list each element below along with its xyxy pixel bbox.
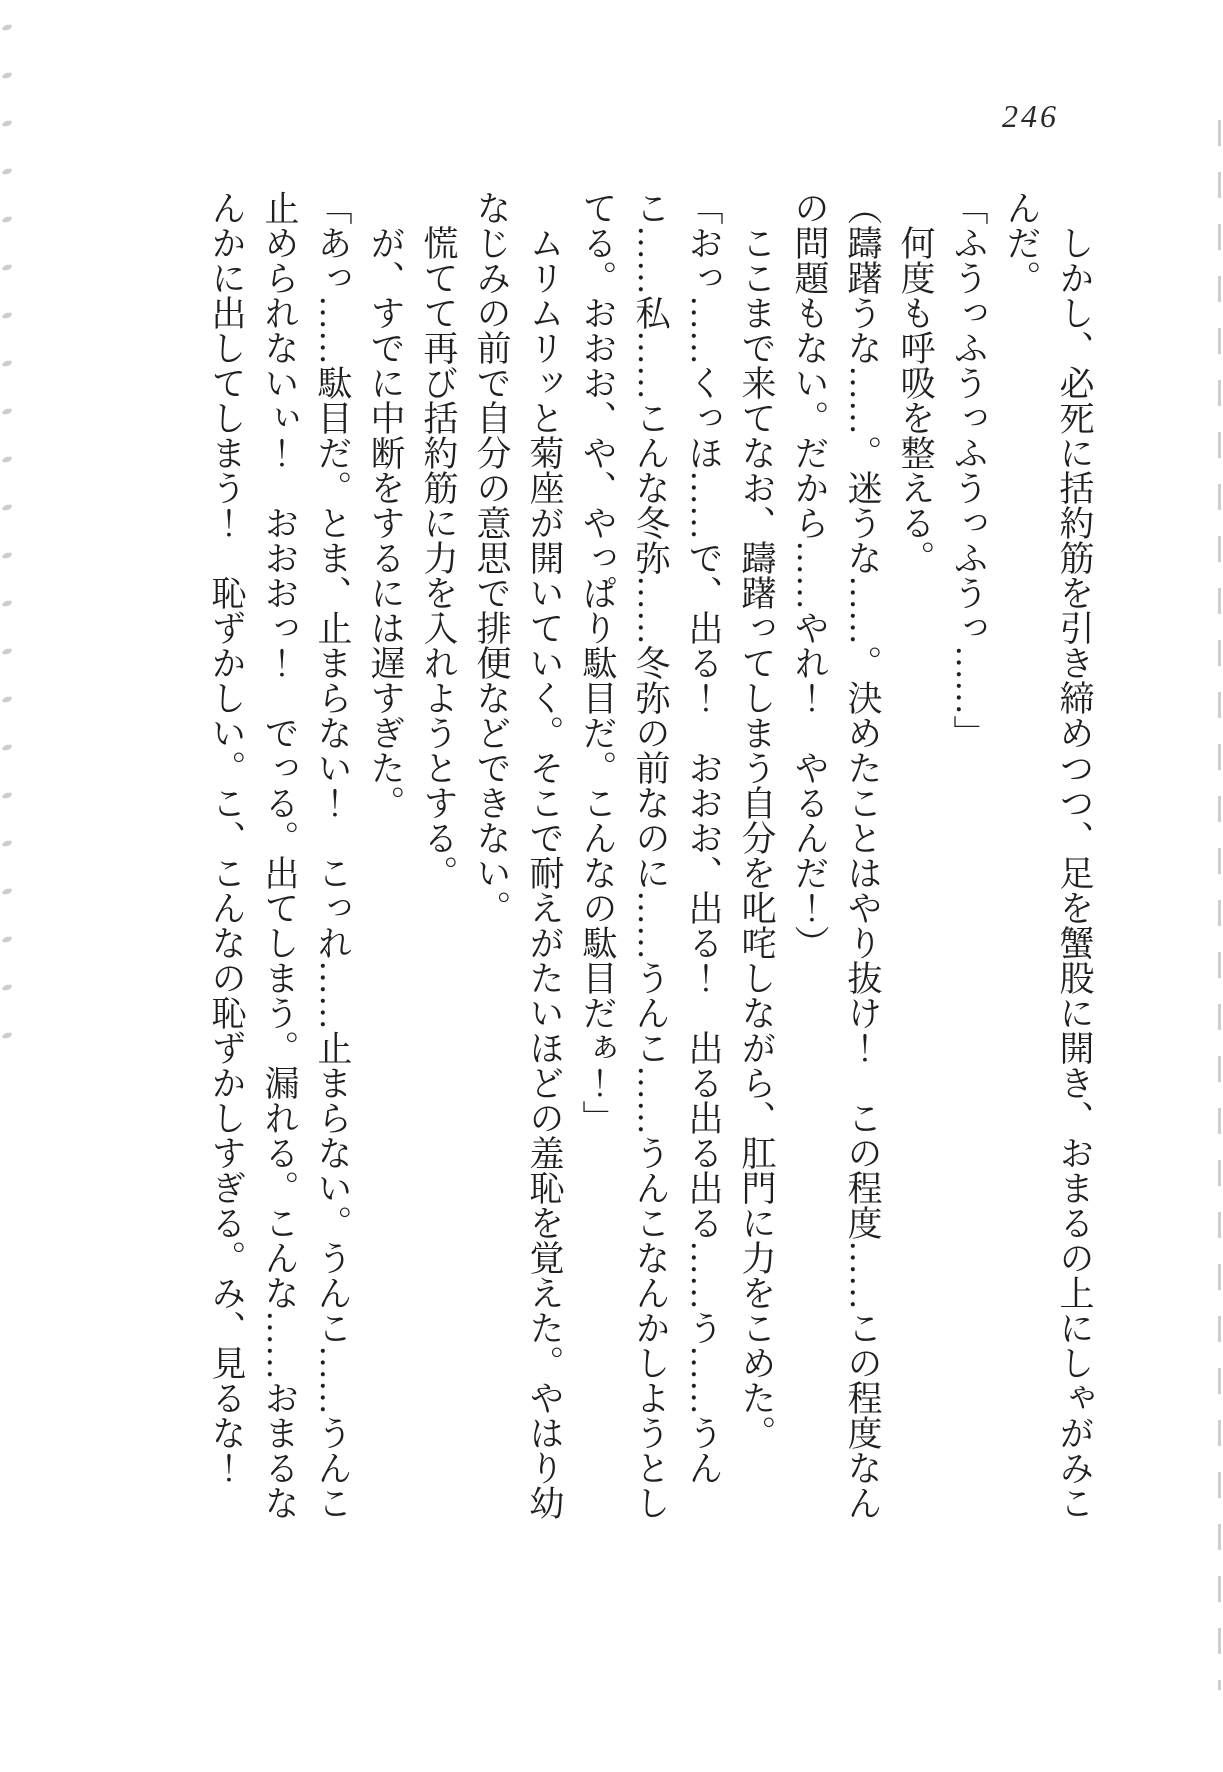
- bleedthrough-mark: [2, 120, 13, 127]
- paragraph: しかし、必死に括約筋を引き締めつつ、足を蟹股に開き、おまるの上にしゃがみこんだ。: [1002, 190, 1094, 1520]
- paragraph: 何度も呼吸を整える。: [896, 225, 935, 575]
- bleedthrough-mark: [2, 360, 13, 367]
- bleedthrough-mark: [2, 552, 13, 559]
- bleedthrough-mark: [2, 648, 13, 655]
- paragraph: が、すでに中断をするには遅すぎた。: [366, 225, 405, 820]
- bleedthrough-mark: [2, 168, 13, 175]
- bleedthrough-mark: [2, 936, 13, 943]
- paragraph: 「おっ……くっほ……で、出る！ おおお、出る！ 出る出る出る……う……うんこ……私……こんな冬弥……冬弥の前なのに……うんこ……うんこなんかしようとしてる。おおお、や、やっぱり駄目だ。こんなの駄目だぁ！」: [578, 190, 723, 1520]
- paragraph: ここまで来てなお、躊躇ってしまう自分を叱咤しながら、肛門に力をこめた。: [737, 225, 776, 1450]
- bleedthrough-mark: [2, 504, 13, 511]
- paragraph: 「ふうっふうっふうっふうっ……」: [949, 190, 988, 750]
- paragraph: （躊躇うな……。迷うな……。決めたことはやり抜け！ この程度……この程度なんの問題もない。だから……やれ！ やるんだ！）: [790, 190, 882, 1520]
- bleedthrough-mark: [2, 840, 13, 847]
- paragraph: 「あっ……駄目だ。とま、止まらない！ こっれ……止まらない。うんこ……うんこ止められないぃ！ おおおっ！ でっる。出てしまう。漏れる。こんな……おまるなんかに出してしまう！ 恥ずかしい。こ、こんなの恥ずかしすぎる。み、見るな！: [207, 190, 352, 1520]
- bleedthrough-mark: [2, 744, 13, 751]
- bleedthrough-mark: [2, 312, 13, 319]
- paragraph: 慌てて再び括約筋に力を入れようとする。: [419, 225, 458, 890]
- bleedthrough-mark: [2, 1032, 13, 1039]
- paragraph: ムリムリッと菊座が開いていく。そこで耐えがたいほどの羞恥を覚えた。やはり幼なじみの前で自分の意思で排便などできない。: [472, 190, 564, 1520]
- bleedthrough-mark: [2, 792, 13, 799]
- bleedthrough-mark: [2, 24, 13, 31]
- page-number: 246: [1002, 98, 1059, 134]
- bleedthrough-mark: [2, 264, 13, 271]
- text-block: [181, 190, 1101, 1522]
- bleedthrough-mark: [2, 216, 13, 223]
- bleedthrough-mark: [2, 456, 13, 463]
- bleedthrough-mark: [2, 696, 13, 703]
- bleedthrough-mark: [2, 888, 13, 895]
- bleedthrough-mark: [2, 408, 13, 415]
- page-edge-artifacts-right: [1218, 120, 1221, 1690]
- page-edge-artifacts-left: [0, 0, 16, 1100]
- bleedthrough-mark: [2, 984, 13, 991]
- bleedthrough-mark: [2, 600, 13, 607]
- bleedthrough-mark: [2, 72, 13, 79]
